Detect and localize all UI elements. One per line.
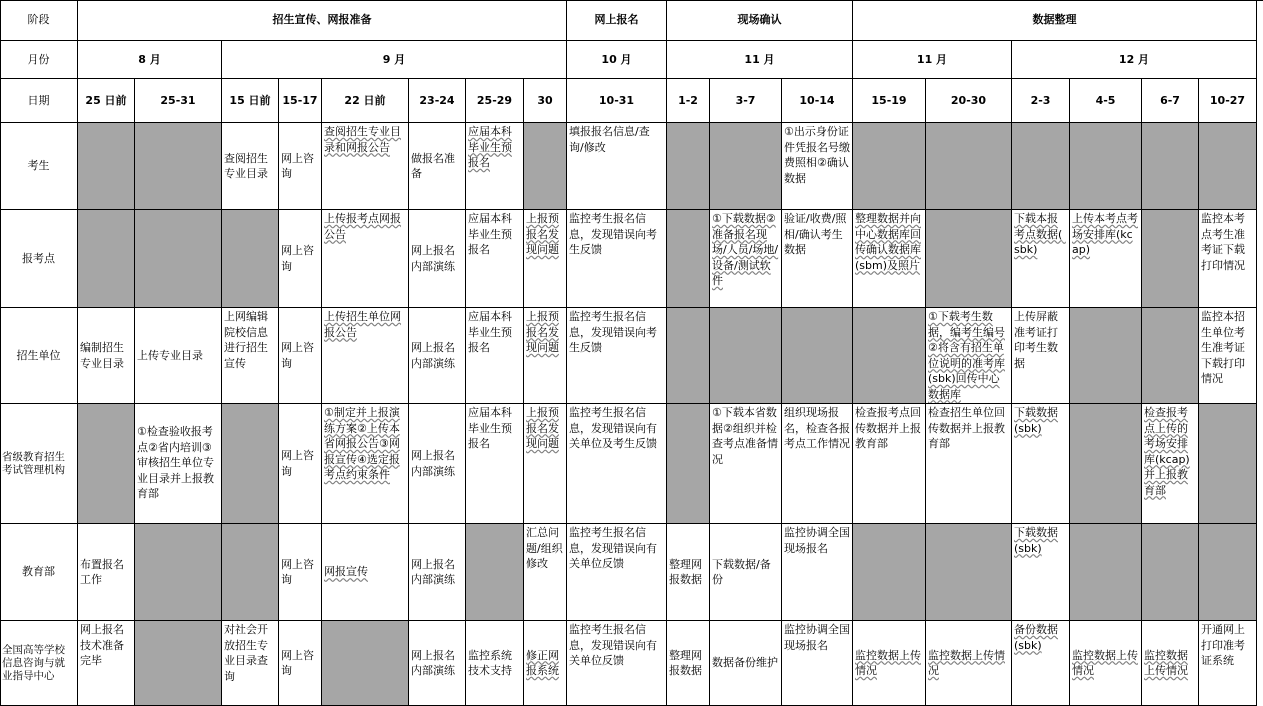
- date-header: 23-24: [409, 79, 466, 123]
- table-cell: [1199, 524, 1257, 621]
- table-cell: ①下载本省数据②组织并检查考点准备情况: [710, 404, 782, 524]
- table-cell: 下载数据(sbk): [1012, 524, 1070, 621]
- table-cell: ①下载数据②准备报名现场/人员/场地/设备/测试软件: [710, 210, 782, 308]
- table-cell: ①制定并上报演练方案②上传本省网报公告③网报宣传④选定报考点约束条件: [322, 404, 409, 524]
- table-cell: 网上咨询: [279, 404, 322, 524]
- table-cell: 网上报名内部演练: [409, 210, 466, 308]
- table-cell: 做报名准备: [409, 123, 466, 210]
- table-cell: 网上报名技术准备完毕: [78, 621, 135, 706]
- date-header: 22 日前: [322, 79, 409, 123]
- table-cell: 网上咨询: [279, 621, 322, 706]
- date-header: 15-19: [853, 79, 926, 123]
- table-cell: 网上报名内部演练: [409, 524, 466, 621]
- table-cell: [667, 404, 710, 524]
- table-cell: 应届本科毕业生预报名: [466, 210, 524, 308]
- table-cell: [135, 621, 222, 706]
- date-header: 20-30: [926, 79, 1012, 123]
- table-cell: [135, 210, 222, 308]
- table-cell: 应届本科毕业生预报名: [466, 404, 524, 524]
- table-cell: 上报预报名发现问题: [524, 308, 567, 404]
- table-cell: [466, 524, 524, 621]
- table-cell: 备份数据(sbk): [1012, 621, 1070, 706]
- month-label: 月份: [0, 41, 78, 79]
- table-cell: [1070, 308, 1142, 404]
- date-header: 6-7: [1142, 79, 1199, 123]
- month-header: 12 月: [1012, 41, 1257, 79]
- table-cell: 上报预报名发现问题: [524, 404, 567, 524]
- date-header: 3-7: [710, 79, 782, 123]
- table-cell: [926, 210, 1012, 308]
- table-cell: 网上报名内部演练: [409, 621, 466, 706]
- table-cell: 检查报考点回传数据并上报教育部: [853, 404, 926, 524]
- date-header: 10-14: [782, 79, 853, 123]
- table-cell: 下载数据(sbk): [1012, 404, 1070, 524]
- table-cell: ①出示身份证件凭报名号缴费照相②确认数据: [782, 123, 853, 210]
- table-cell: 数据备份维护: [710, 621, 782, 706]
- table-cell: 监控考生报名信息，发现错误向有关单位及考生反馈: [567, 404, 667, 524]
- table-cell: [782, 308, 853, 404]
- table-cell: 上传本考点考场安排库(kcap): [1070, 210, 1142, 308]
- table-cell: 整理网报数据: [667, 524, 710, 621]
- table-cell: 上网编辑院校信息进行招生宣传: [222, 308, 279, 404]
- table-cell: [667, 210, 710, 308]
- month-header: 8 月: [78, 41, 222, 79]
- table-cell: [1070, 524, 1142, 621]
- date-header: 2-3: [1012, 79, 1070, 123]
- table-cell: [667, 308, 710, 404]
- table-cell: 下载本报考点数据( sbk): [1012, 210, 1070, 308]
- table-cell: 监控考生报名信息，发现错误向有关单位反馈: [567, 621, 667, 706]
- table-cell: 下载数据/备份: [710, 524, 782, 621]
- table-cell: 监控协调全国现场报名: [782, 524, 853, 621]
- table-cell: [1199, 123, 1257, 210]
- table-cell: [1142, 524, 1199, 621]
- table-cell: ①检查验收报考点②省内培训③审核招生单位专业目录并上报教育部: [135, 404, 222, 524]
- table-cell: 应届本科毕业生预报名: [466, 123, 524, 210]
- table-cell: [135, 524, 222, 621]
- table-cell: 上传屏蔽准考证打印考生数据: [1012, 308, 1070, 404]
- table-cell: 网上报名内部演练: [409, 404, 466, 524]
- date-header: 30: [524, 79, 567, 123]
- date-header: 1-2: [667, 79, 710, 123]
- month-header: 11 月: [853, 41, 1012, 79]
- table-cell: [853, 524, 926, 621]
- table-cell: 查阅招生专业目录和网报公告: [322, 123, 409, 210]
- table-cell: 监控考生报名信息，发现错误向有关单位反馈: [567, 524, 667, 621]
- table-cell: 编制招生专业目录: [78, 308, 135, 404]
- date-header: 25 日前: [78, 79, 135, 123]
- table-cell: 监控本招生单位考生准考证下载打印情况: [1199, 308, 1257, 404]
- table-cell: 上报预报名发现问题: [524, 210, 567, 308]
- table-cell: 监控数据上传情况: [926, 621, 1012, 706]
- table-cell: 填报报名信息/查询/修改: [567, 123, 667, 210]
- row-label: 招生单位: [0, 308, 78, 404]
- table-cell: 检查招生单位回传数据并上报教育部: [926, 404, 1012, 524]
- table-cell: [78, 123, 135, 210]
- table-cell: 监控数据上传情况: [1142, 621, 1199, 706]
- table-cell: [222, 210, 279, 308]
- table-cell: 整理网报数据: [667, 621, 710, 706]
- table-cell: [853, 308, 926, 404]
- table-cell: 监控考生报名信息，发现错误向考生反馈: [567, 308, 667, 404]
- table-cell: 网上咨询: [279, 123, 322, 210]
- stage-header: 网上报名: [567, 0, 667, 41]
- table-cell: 网上咨询: [279, 210, 322, 308]
- table-cell: 监控协调全国现场报名: [782, 621, 853, 706]
- table-cell: 网上报名内部演练: [409, 308, 466, 404]
- stage-header: 数据整理: [853, 0, 1257, 41]
- table-cell: [135, 123, 222, 210]
- table-cell: 汇总问题/组织修改: [524, 524, 567, 621]
- table-cell: [710, 308, 782, 404]
- table-cell: 监控数据上传情况: [1070, 621, 1142, 706]
- table-cell: [1012, 123, 1070, 210]
- table-cell: 验证/收费/照相/确认考生数据: [782, 210, 853, 308]
- table-cell: [926, 123, 1012, 210]
- table-cell: [1142, 123, 1199, 210]
- stage-header: 现场确认: [667, 0, 853, 41]
- table-cell: [853, 123, 926, 210]
- date-header: 15-17: [279, 79, 322, 123]
- table-cell: 网报宣传: [322, 524, 409, 621]
- table-cell: 上传专业目录: [135, 308, 222, 404]
- table-cell: [1142, 210, 1199, 308]
- table-cell: 上传报考点网报公告: [322, 210, 409, 308]
- row-label: 省级教育招生考试管理机构: [0, 404, 78, 524]
- table-cell: 组织现场报名，检查各报考点工作情况: [782, 404, 853, 524]
- date-header: 25-31: [135, 79, 222, 123]
- table-cell: 上传招生单位网报公告: [322, 308, 409, 404]
- table-cell: [1199, 404, 1257, 524]
- row-label: 考生: [0, 123, 78, 210]
- table-cell: [524, 123, 567, 210]
- table-cell: [78, 404, 135, 524]
- table-cell: 监控数据上传情况: [853, 621, 926, 706]
- table-cell: [78, 210, 135, 308]
- table-cell: 网上咨询: [279, 524, 322, 621]
- table-cell: ①下载考生数据，编考生编号②将含有招生单位说明的准考库(sbk)回传中心数据库: [926, 308, 1012, 404]
- date-header: 4-5: [1070, 79, 1142, 123]
- table-cell: 网上咨询: [279, 308, 322, 404]
- table-cell: 整理数据并向中心数据库回传确认数据库(sbm)及照片: [853, 210, 926, 308]
- month-header: 10 月: [567, 41, 667, 79]
- row-label: 全国高等学校信息咨询与就业指导中心: [0, 621, 78, 706]
- stage-header: 招生宣传、网报准备: [78, 0, 567, 41]
- month-header: 11 月: [667, 41, 853, 79]
- date-header: 10-27: [1199, 79, 1257, 123]
- table-cell: [1070, 404, 1142, 524]
- date-header: 15 日前: [222, 79, 279, 123]
- table-cell: 检查报考点上传的考场安排库(kcap)并上报教育部: [1142, 404, 1199, 524]
- table-cell: 修正网报系统: [524, 621, 567, 706]
- table-cell: 布置报名工作: [78, 524, 135, 621]
- row-label: 报考点: [0, 210, 78, 308]
- row-label: 教育部: [0, 524, 78, 621]
- table-cell: [222, 524, 279, 621]
- table-cell: [222, 404, 279, 524]
- month-header: 9 月: [222, 41, 567, 79]
- date-header: 25-29: [466, 79, 524, 123]
- table-cell: [926, 524, 1012, 621]
- table-cell: 开通网上打印准考证系统: [1199, 621, 1257, 706]
- table-cell: [710, 123, 782, 210]
- table-cell: 监控本考点考生准考证下载打印情况: [1199, 210, 1257, 308]
- stage-label: 阶段: [0, 0, 78, 41]
- table-cell: 监控考生报名信息，发现错误向考生反馈: [567, 210, 667, 308]
- table-cell: [667, 123, 710, 210]
- table-cell: 查阅招生专业目录: [222, 123, 279, 210]
- date-header: 10-31: [567, 79, 667, 123]
- table-cell: [1070, 123, 1142, 210]
- table-cell: [1142, 308, 1199, 404]
- table-cell: [322, 621, 409, 706]
- table-cell: 监控系统技术支持: [466, 621, 524, 706]
- table-cell: 对社会开放招生专业目录查询: [222, 621, 279, 706]
- table-cell: 应届本科毕业生预报名: [466, 308, 524, 404]
- date-label: 日期: [0, 79, 78, 123]
